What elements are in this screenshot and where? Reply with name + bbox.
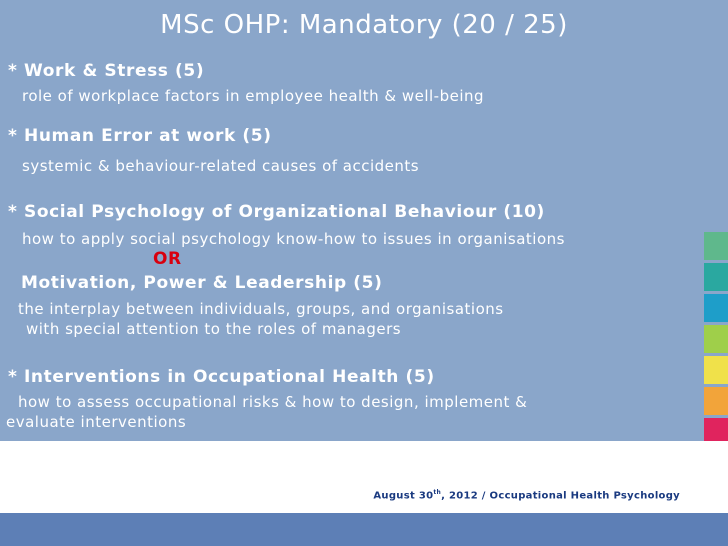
bottom-bar	[0, 513, 728, 546]
social-psych-heading: * Social Psychology of Organizational Behaviour (10)	[8, 202, 545, 222]
human-error-heading: * Human Error at work (5)	[8, 126, 272, 146]
color-strip	[704, 294, 728, 322]
color-strip	[704, 232, 728, 260]
color-strip	[704, 356, 728, 384]
footer-date: August 30	[373, 490, 434, 502]
interventions-heading: * Interventions in Occupational Health (5)	[8, 367, 435, 387]
work-stress-desc: role of workplace factors in employee health & well-being	[22, 87, 485, 105]
motivation-desc-2: with special attention to the roles of managers	[26, 320, 402, 338]
human-error-desc: systemic & behaviour-related causes of accidents	[22, 157, 420, 175]
interventions-desc-2: evaluate interventions	[6, 413, 187, 431]
color-strip	[704, 325, 728, 353]
footer-rest: , 2012 / Occupational Health Psychology	[441, 490, 680, 502]
footer-date-suffix: th	[433, 489, 442, 496]
interventions-desc-1: how to assess occupational risks & how to design, implement &	[18, 393, 528, 411]
color-strips	[704, 232, 728, 441]
motivation-heading: Motivation, Power & Leadership (5)	[21, 273, 383, 293]
color-strip	[704, 418, 728, 441]
or-label: OR	[153, 249, 182, 269]
slide-title: MSc OHP: Mandatory (20 / 25)	[160, 10, 568, 40]
motivation-desc-1: the interplay between individuals, groups, and organisations	[18, 300, 504, 318]
color-strip	[704, 387, 728, 415]
social-psych-desc: how to apply social psychology know-how to issues in organisations	[22, 230, 565, 248]
footer-text	[373, 489, 680, 501]
color-strip	[704, 263, 728, 291]
work-stress-heading: * Work & Stress (5)	[8, 61, 205, 81]
